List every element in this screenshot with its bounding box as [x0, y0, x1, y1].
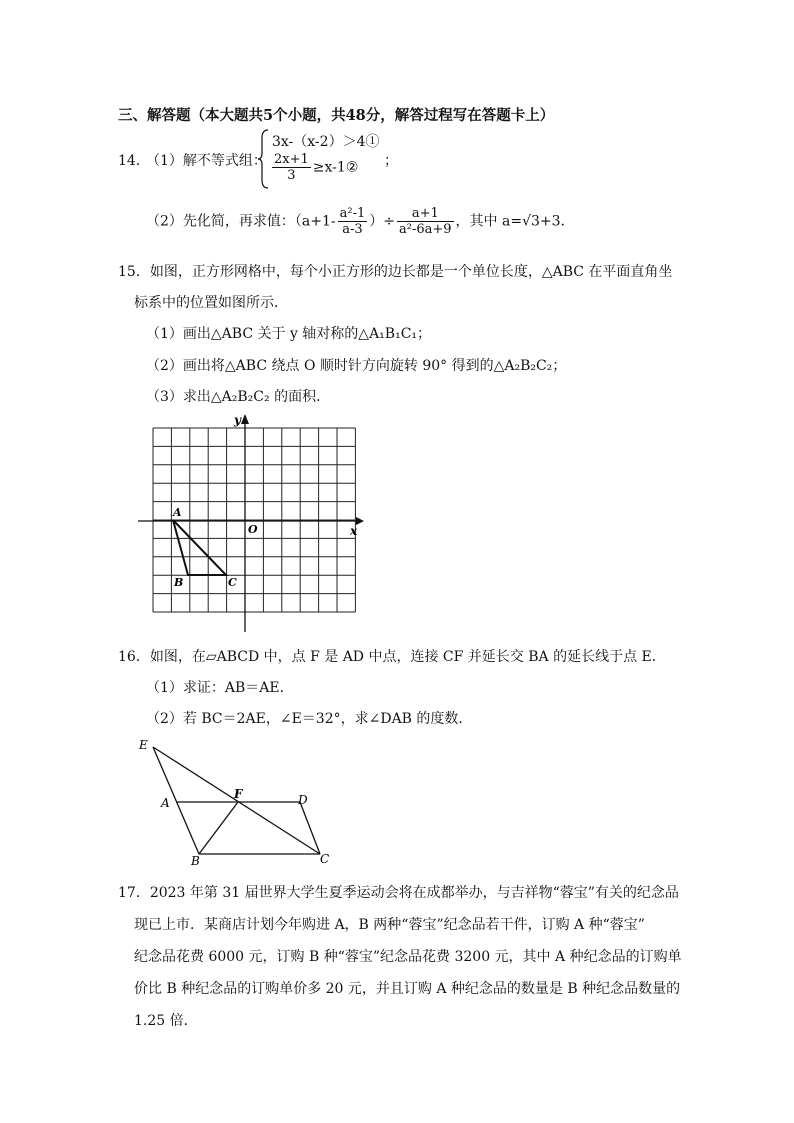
point-a-label: A	[173, 506, 182, 519]
system-brace	[256, 128, 270, 190]
q15-line-1: 15．如图，正方形网格中，每个小正方形的边长都是一个单位长度，△ABC 在平面直角坐	[118, 264, 673, 280]
q14-part1-end: ；	[384, 153, 398, 169]
fraction-denominator: a-3	[342, 222, 363, 237]
y-axis-arrow-icon	[241, 414, 249, 424]
q15-item-3: （3）求出△A₂B₂C₂ 的面积．	[146, 389, 331, 405]
y-axis-label: y	[234, 413, 241, 427]
q14-part2-label: （2）先化简，再求值：（a+1-	[146, 213, 336, 230]
q16-parallelogram-figure	[130, 732, 340, 868]
inequality-1-text: 3x-（x-2）＞4	[272, 134, 366, 150]
point-c-label: C	[228, 576, 237, 589]
q14-part1-label: （1）解不等式组：	[146, 153, 267, 169]
fraction-denominator: 3	[287, 168, 296, 183]
fraction-numerator: 2x+1	[274, 152, 309, 167]
fraction-numerator: a²-1	[339, 206, 366, 221]
q15-item-1: （1）画出△ABC 关于 y 轴对称的△A₁B₁C₁；	[146, 326, 432, 342]
q17-line-3: 纪念品花费 6000 元，订购 B 种“蓉宝”纪念品花费 3200 元，其中 A 种纪念品的订购单	[134, 949, 682, 965]
x-axis-arrow-icon	[356, 517, 364, 525]
point-a-label: A	[161, 796, 170, 810]
segment-eb	[153, 747, 199, 854]
point-b-label: B	[174, 576, 184, 589]
fraction-denominator: a²-6a+9	[399, 222, 452, 237]
segment-dc	[300, 802, 320, 854]
q17-line-2: 现已上市．某商店计划今年购进 A，B 两种“蓉宝”纪念品若干件，订购 A 种“蓉宝”	[134, 917, 645, 933]
inequality-1-mark: ①	[365, 134, 380, 150]
triangle-abc	[173, 520, 226, 575]
q17-line-1: 17．2023 年第 31 届世界大学生夏季运动会将在成都举办，与吉祥物“蓉宝”有关的纪念品	[118, 885, 679, 901]
section-title: 三、解答题（本大题共5个小题，共48分，解答过程写在答题卡上）	[118, 107, 555, 124]
q16-line-1: 16．如图，在▱ABCD 中，点 F 是 AD 中点，连接 CF 并延长交 BA 的延长线于点 E．	[118, 649, 666, 665]
fraction-numerator: a+1	[397, 206, 454, 222]
q16-item-1: （1）求证：AB＝AE．	[146, 680, 294, 696]
inequality-2-mark: ②	[345, 159, 359, 176]
q15-line-2: 标系中的位置如图所示．	[134, 295, 288, 311]
point-b-label: B	[191, 854, 200, 868]
q14-fraction-2	[397, 206, 454, 237]
q16-item-2: （2）若 BC＝2AE，∠E＝32°，求∠DAB 的度数．	[146, 711, 473, 727]
q17-line-5: 1.25 倍．	[134, 1013, 198, 1029]
x-axis-label: x	[350, 524, 358, 538]
inequality-2-fraction	[272, 152, 311, 183]
inequality-2	[270, 152, 358, 183]
point-e-label: E	[139, 738, 148, 752]
q14-part2-end: ，其中 a=√3+3．	[455, 213, 575, 230]
segment-fb	[199, 802, 238, 854]
point-d-label: D	[298, 793, 308, 807]
q17-line-4: 价比 B 种纪念品的订购单价多 20 元，并且订购 A 种纪念品的数量是 B 种纪念品数量的	[134, 981, 681, 997]
point-f-label: F	[234, 787, 243, 801]
inequality-2-text: ≥x-1	[312, 159, 346, 176]
q14-number: 14．	[118, 153, 150, 169]
q15-grid-figure	[130, 410, 370, 635]
point-c-label: C	[320, 852, 330, 866]
q14-fraction-1	[338, 206, 368, 237]
origin-label: O	[248, 523, 258, 536]
q14-part2-mid: ）÷	[369, 213, 395, 230]
square-grid	[153, 428, 355, 612]
inequality-1	[272, 131, 379, 151]
q14-part2	[146, 206, 575, 237]
q15-item-2: （2）画出将△ABC 绕点 O 顺时针方向旋转 90° 得到的△A₂B₂C₂；	[146, 358, 567, 374]
